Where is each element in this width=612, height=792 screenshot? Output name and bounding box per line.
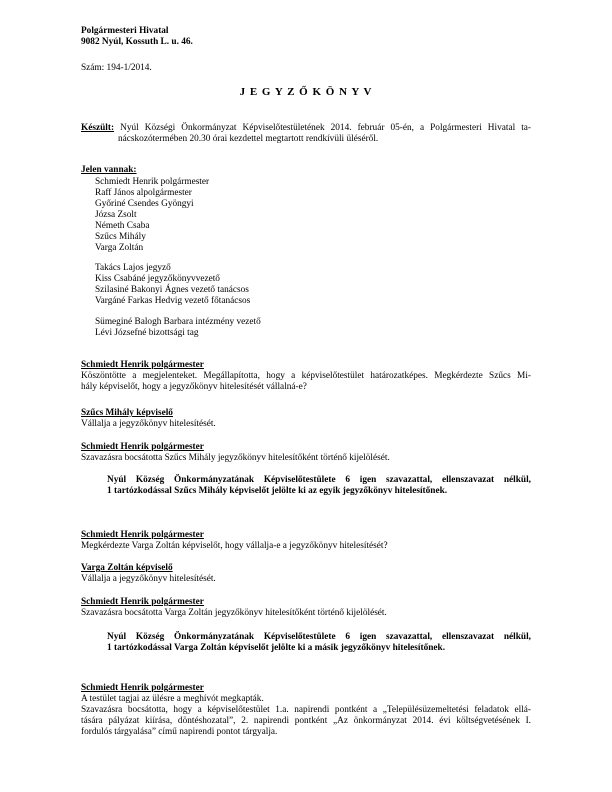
document-number: Szám: 194-1/2014. [81,63,152,73]
speaker-heading: Schmiedt Henrik polgármester [81,683,204,693]
speech-section [81,597,531,619]
attendees-group-council [81,177,531,254]
made-at-line-1 [81,123,531,134]
document-title: J E G Y Z Ő K Ö N Y V [239,86,373,98]
resolution-line: 1 tartózkodással Szűcs Mihály képviselőt jelölte ki az egyik jegyzőkönyv hitelesítőnek. [107,486,448,496]
speech-section [81,442,531,464]
speech-section [81,360,531,393]
attendees-label: Jelen vannak: [81,165,137,175]
speaker-heading: Schmiedt Henrik polgármester [81,442,204,452]
made-at-label: Készült: [81,123,115,133]
speech-line: Köszöntötte a megjelenteket. Megállapította, hogy a képviselőtestület határozatképes. Megkérdezte Szűcs Mi- [81,371,531,381]
made-at-text-1: Nyúl Községi Önkormányzat Képviselőtestületének 2014. február 05-én, a Polgármesteri Hivatal ta- [120,123,532,133]
closing-section [81,683,531,738]
made-at-paragraph [81,123,531,145]
speech-line: Vállalja a jegyzőkönyv hitelesítését. [81,419,216,429]
attendee-name: Varga Zoltán [95,243,144,253]
speaker-heading: Schmiedt Henrik polgármester [81,597,204,607]
attendee-name: Szilasiné Bakonyi Ágnes vezető tanácsos [95,285,249,295]
attendee-name: Lévi Józsefné bizottsági tag [95,328,199,338]
attendees-group-staff [81,263,531,307]
resolution-2 [107,632,531,654]
resolution-line: Nyúl Község Önkormányzatának Képviselőtestülete 6 igen szavazattal, ellenszavazat nélkül, [107,475,531,485]
closing-intro: A testület tagjai az ülésre a meghívót megkapták. [81,694,264,704]
attendee-name: Győriné Csendes Gyöngyi [95,199,194,209]
made-at-line-2: nácskozótermében 20.30 órai kezdettel megtartott rendkívüli üléséről. [118,134,379,144]
speaker-heading: Schmiedt Henrik polgármester [81,360,204,370]
closing-paragraph-line: Szavazásra bocsátotta, hogy a képviselőtestület 1.a. napirendi pontként a „Településüzemeltetési feladatok ellá- [81,705,531,715]
speaker-heading: Varga Zoltán képviselő [81,563,173,573]
attendee-name: Takács Lajos jegyző [95,263,171,273]
speech-section [81,563,531,585]
speech-line: hály képviselőt, hogy a jegyzőkönyv hitelesítését vállalná-e? [81,382,307,392]
speech-line: Vállalja a jegyzőkönyv hitelesítését. [81,574,216,584]
attendee-name: Sümeginé Balogh Barbara intézmény vezető [95,317,261,327]
resolution-line: Nyúl Község Önkormányzatának Képviselőtestülete 6 igen szavazattal, ellenszavazat nélkül, [107,632,531,642]
speaker-heading: Schmiedt Henrik polgármester [81,530,204,540]
speech-line: Megkérdezte Varga Zoltán képviselőt, hogy vállalja-e a jegyzőkönyv hitelesítését? [81,541,388,551]
attendee-name: Kiss Csabáné jegyzőkönyvvezető [95,274,220,284]
speaker-heading: Szűcs Mihály képviselő [81,408,173,418]
speech-section [81,408,531,430]
attendees-group-guests [81,317,531,339]
closing-paragraph-line: fordulós tárgyalása” című napirendi pontot tárgyalja. [81,727,278,737]
letterhead [81,26,531,48]
speech-line: Szavazásra bocsátotta Varga Zoltán jegyzőkönyv hitelesítőként történő kijelölését. [81,608,387,618]
resolution-1 [107,475,531,497]
attendee-name: Raff János alpolgármester [95,188,192,198]
resolution-line: 1 tartózkodással Varga Zoltán képviselőt jelölte ki a másik jegyzőkönyv hitelesítőnek. [107,643,446,653]
letterhead-office: Polgármesteri Hivatal [81,26,169,36]
attendee-name: Józsa Zsolt [95,210,137,220]
attendee-name: Németh Csaba [95,221,150,231]
letterhead-address: 9082 Nyúl, Kossuth L. u. 46. [81,37,193,47]
attendee-name: Schmiedt Henrik polgármester [95,177,210,187]
attendee-name: Szűcs Mihály [95,232,146,242]
speech-section [81,530,531,552]
attendee-name: Vargáné Farkas Hedvig vezető főtanácsos [95,296,251,306]
closing-paragraph-line: tására pályázat kiírása, döntéshozatal”, 2. napirendi pontként „Az önkormányzat 2014. évi költségvetésének I. [81,716,531,726]
speech-line: Szavazásra bocsátotta Szűcs Mihály jegyzőkönyv hitelesítőként történő kijelölését. [81,453,390,463]
